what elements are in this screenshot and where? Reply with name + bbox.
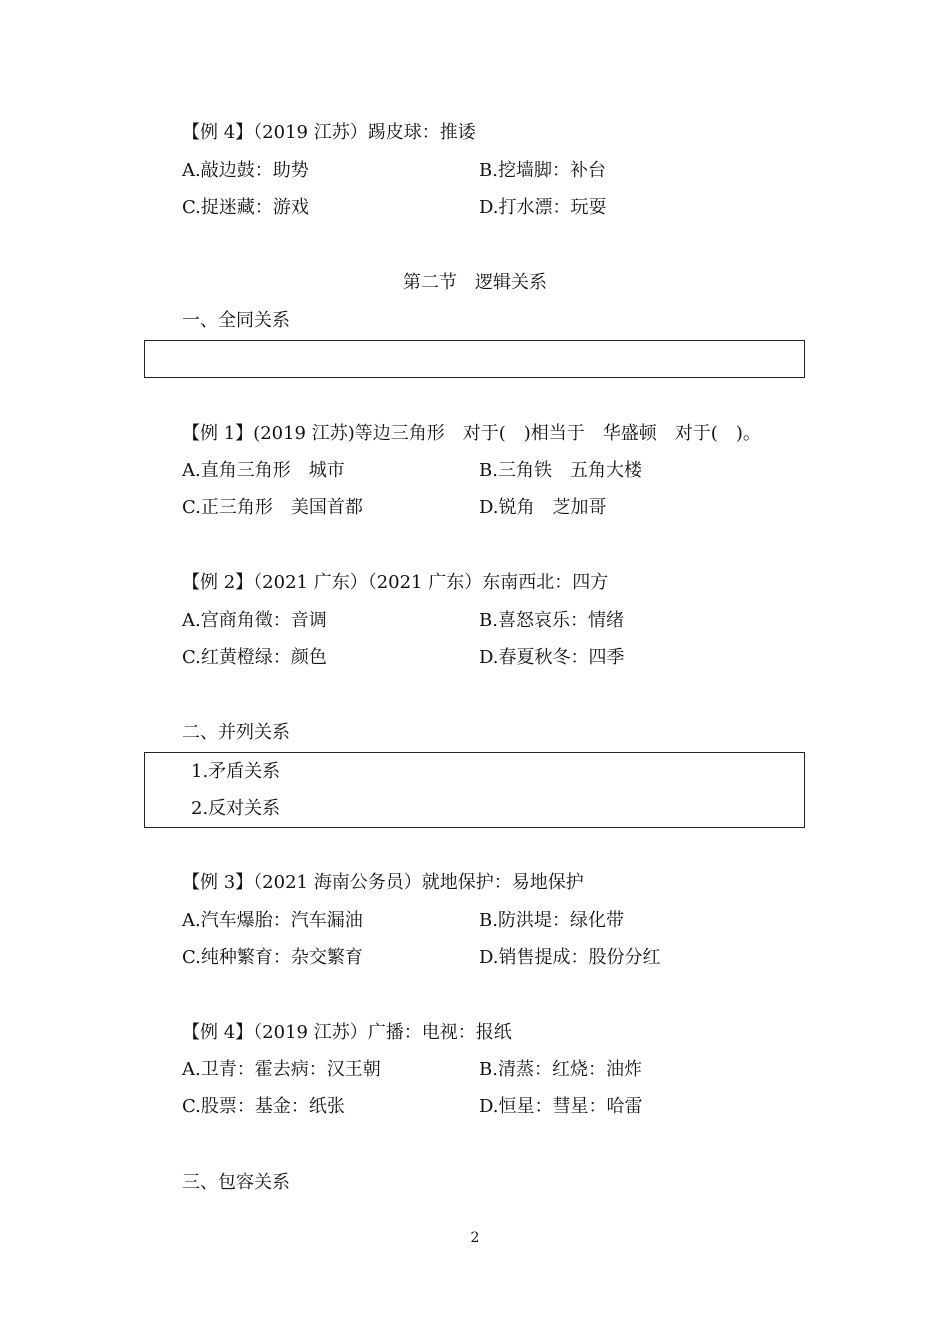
option-a: A.宫商角徵：音调 [182, 610, 327, 631]
option-d: D.春夏秋冬：四季 [479, 647, 625, 668]
option-c: C.捉迷藏：游戏 [182, 197, 309, 218]
option-d: D.打水漂：玩耍 [479, 197, 607, 218]
page-number: 2 [470, 1230, 480, 1246]
option-a: A.敲边鼓：助势 [182, 160, 309, 181]
option-b: B.清蒸：红烧：油炸 [479, 1059, 642, 1080]
example-1-title: 【例 1】(2019 江苏)等边三角形 对于( )相当于 华盛顿 对于( )。 [182, 423, 761, 444]
option-c: C.纯种繁育：杂交繁育 [182, 947, 363, 968]
relation-types-box [144, 752, 805, 828]
section-title: 第二节 逻辑关系 [403, 272, 547, 293]
example-4-title: 【例 4】（2019 江苏）广播：电视：报纸 [182, 1022, 512, 1043]
example-2-title: 【例 2】（2021 广东）（2021 广东）东南西北：四方 [182, 572, 609, 593]
option-b: B.三角铁 五角大楼 [479, 460, 642, 481]
option-a: A.汽车爆胎：汽车漏油 [182, 910, 363, 931]
box-item: 2.反对关系 [191, 798, 281, 819]
option-d: D.销售提成：股份分红 [479, 947, 661, 968]
box-item: 1.矛盾关系 [191, 761, 281, 782]
option-c: C.股票：基金：纸张 [182, 1096, 345, 1117]
heading-inclusion-relation: 三、包容关系 [182, 1172, 290, 1193]
option-d: D.恒星：彗星：哈雷 [479, 1096, 643, 1117]
heading-parallel-relation: 二、并列关系 [182, 722, 290, 743]
option-a: A.直角三角形 城市 [182, 460, 345, 481]
option-b: B.挖墙脚：补台 [479, 160, 606, 181]
option-c: C.正三角形 美国首都 [182, 497, 363, 518]
empty-notes-box [144, 340, 805, 378]
option-b: B.喜怒哀乐：情绪 [479, 610, 624, 631]
example-3-title: 【例 3】（2021 海南公务员）就地保护：易地保护 [182, 872, 584, 893]
heading-identity-relation: 一、全同关系 [182, 310, 290, 331]
option-d: D.锐角 芝加哥 [479, 497, 607, 518]
option-a: A.卫青：霍去病：汉王朝 [182, 1059, 381, 1080]
option-c: C.红黄橙绿：颜色 [182, 647, 327, 668]
option-b: B.防洪堤：绿化带 [479, 910, 624, 931]
example-4-top-title: 【例 4】（2019 江苏）踢皮球：推诿 [182, 122, 476, 143]
